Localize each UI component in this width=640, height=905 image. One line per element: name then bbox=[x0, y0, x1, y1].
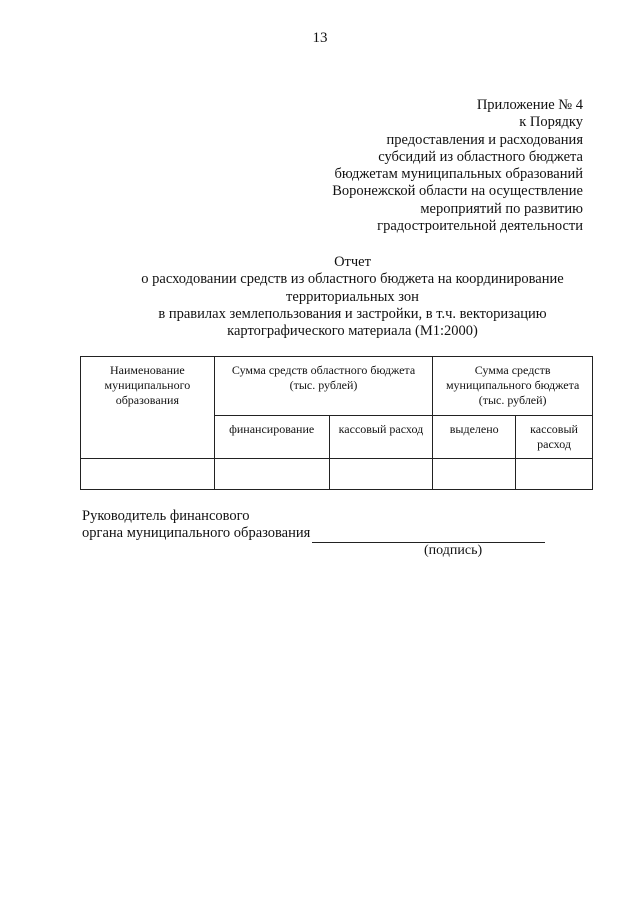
page-number: 13 bbox=[312, 30, 328, 46]
report-subtitle-line: в правилах землепользования и застройки, в т.ч. векторизацию bbox=[158, 305, 547, 322]
header-cash-municipal: кассовый расход bbox=[516, 416, 593, 459]
report-title: Отчет bbox=[334, 254, 371, 270]
appendix-line: предоставления и расходования bbox=[386, 131, 583, 148]
signature-label-line2: органа муниципального образования bbox=[82, 525, 311, 542]
report-subtitle-line: территориальных зон bbox=[286, 288, 419, 305]
appendix-line: Воронежской области на осуществление bbox=[332, 183, 583, 200]
signature-block bbox=[82, 508, 545, 543]
table-cell bbox=[516, 459, 593, 490]
table-cell bbox=[81, 459, 215, 490]
signature-label-line1: Руководитель финансового bbox=[82, 508, 250, 524]
appendix-line: субсидий из областного бюджета bbox=[378, 148, 583, 165]
header-allocated: выделено bbox=[433, 416, 516, 459]
header-municipality: Наименование муниципального образования bbox=[81, 357, 215, 459]
header-regional-budget: Сумма средств областного бюджета (тыс. рублей) bbox=[214, 357, 433, 416]
appendix-line: градостроительной деятельности bbox=[377, 218, 583, 235]
appendix-block bbox=[283, 97, 583, 235]
table-cell bbox=[433, 459, 516, 490]
signature-field bbox=[312, 528, 545, 543]
header-municipal-budget: Сумма средств муниципального бюджета (тыс. рублей) bbox=[433, 357, 593, 416]
report-subtitle-line: картографического материала (М1:2000) bbox=[227, 323, 478, 340]
appendix-line: мероприятий по развитию bbox=[420, 200, 583, 217]
report-heading bbox=[0, 254, 640, 340]
table-cell bbox=[214, 459, 329, 490]
signature-caption: (подпись) bbox=[424, 543, 483, 558]
appendix-line: бюджетам муниципальных образований bbox=[334, 166, 583, 183]
report-table bbox=[80, 356, 593, 490]
table-row bbox=[81, 459, 593, 490]
table-header-row bbox=[81, 357, 593, 416]
appendix-line: Приложение № 4 bbox=[476, 97, 583, 113]
header-cash-regional: кассовый расход bbox=[329, 416, 433, 459]
report-subtitle-line: о расходовании средств из областного бюджета на координирование bbox=[141, 271, 564, 288]
appendix-line: к Порядку bbox=[519, 114, 583, 131]
header-financing: финансирование bbox=[214, 416, 329, 459]
table-cell bbox=[329, 459, 433, 490]
